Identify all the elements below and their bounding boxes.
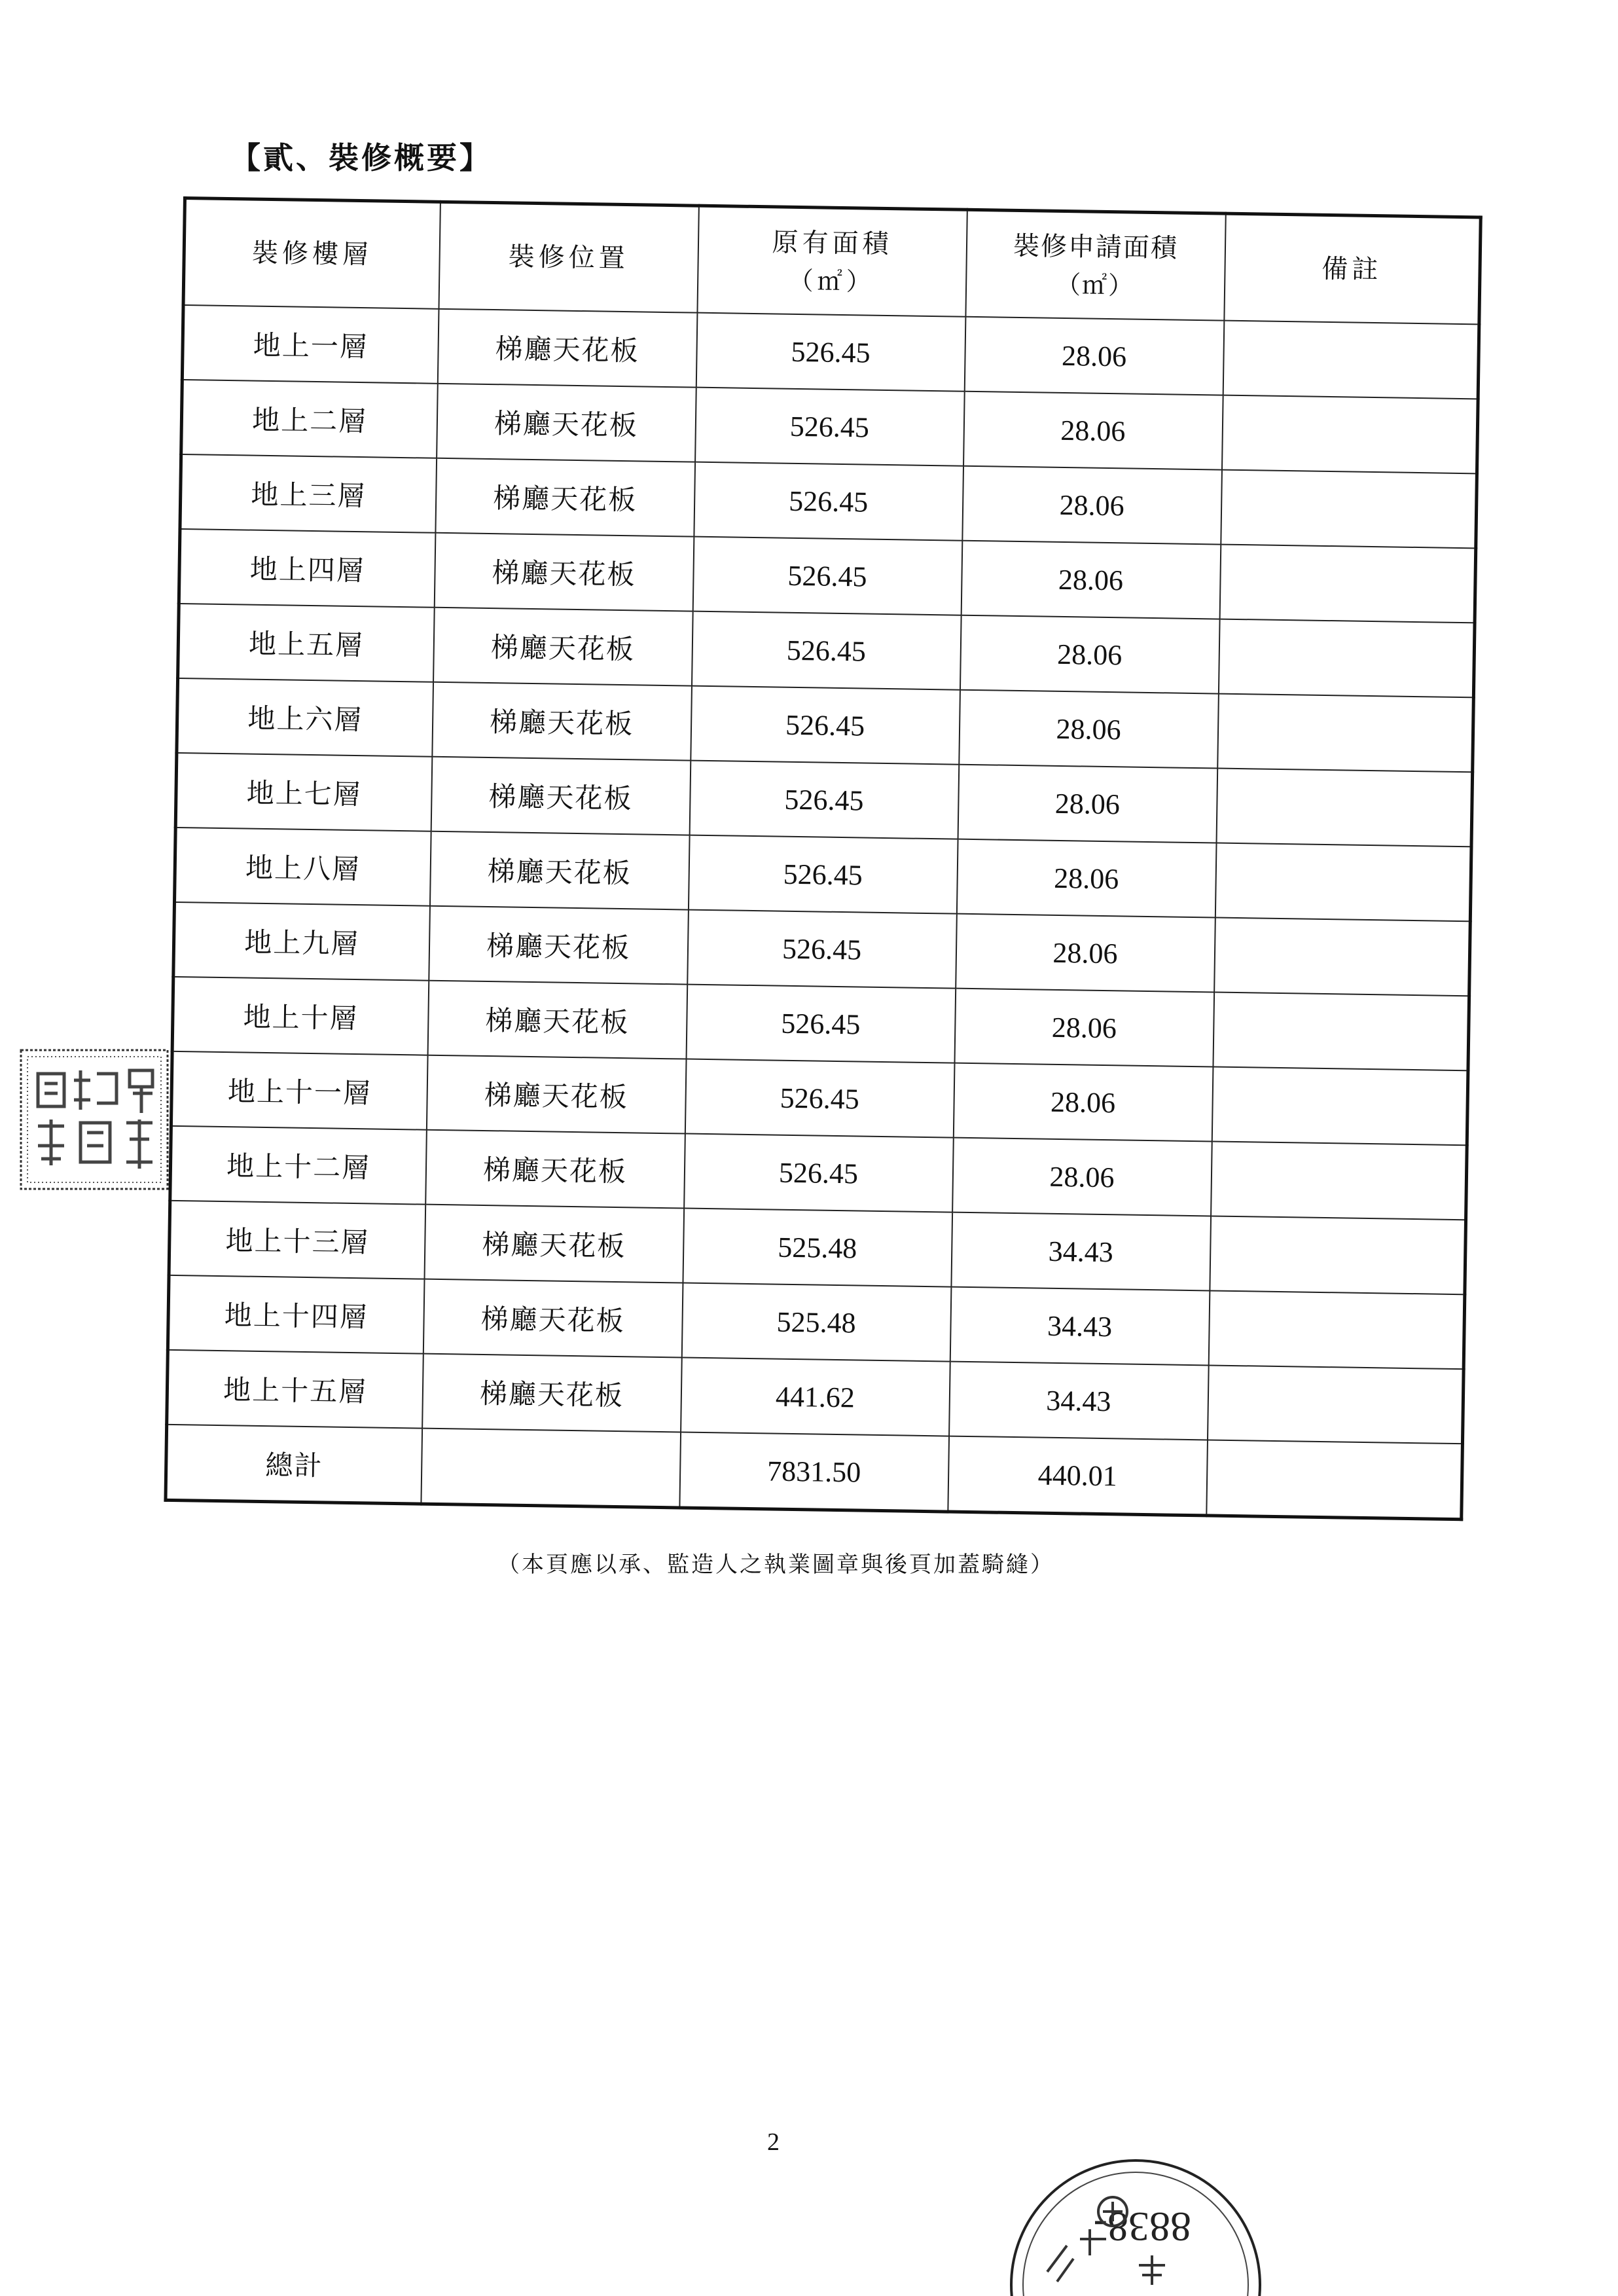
position-cell: 梯廳天花板 [435,458,695,537]
position-cell: 梯廳天花板 [433,608,693,686]
floor-cell: 地上三層 [180,454,437,533]
remark-cell [1221,395,1478,474]
header-position: 裝修位置 [439,202,698,312]
remark-cell [1210,1216,1466,1294]
original-area-cell: 526.45 [686,985,956,1063]
header-original-area [697,206,967,317]
remark-cell [1214,918,1471,996]
floor-cell: 地上十一層 [171,1051,427,1130]
original-area-cell: 526.45 [685,1059,954,1138]
renovation-summary-table [164,196,1482,1521]
floor-cell: 地上九層 [173,902,430,981]
floor-cell: 地上十四層 [168,1275,424,1354]
applied-area-cell: 28.06 [961,541,1221,619]
original-area-cell: 526.45 [689,761,959,839]
table-body [166,305,1479,1520]
original-area-cell: 525.48 [683,1209,952,1287]
remark-cell [1217,694,1474,773]
remark-cell [1207,1365,1464,1444]
original-area-cell: 526.45 [692,537,962,615]
header-original-area-unit: （㎡） [788,266,876,297]
seal-bottom-text: 8838- [1093,2204,1191,2250]
remark-cell [1208,1290,1465,1369]
original-area-cell: 526.45 [684,1134,954,1212]
position-cell: 梯廳天花板 [429,831,689,910]
original-area-cell: 526.45 [695,388,965,466]
table-header-row [183,198,1481,325]
applied-area-cell: 28.06 [964,317,1224,395]
original-area-cell: 526.45 [687,910,957,989]
applied-area-cell: 34.43 [950,1287,1210,1366]
position-cell [421,1429,681,1508]
remark-cell [1215,843,1471,922]
applied-area-cell: 28.06 [952,1138,1212,1216]
position-cell: 梯廳天花板 [423,1279,683,1358]
position-cell: 梯廳天花板 [425,1130,685,1209]
applied-area-cell: 28.06 [953,1063,1213,1142]
remark-cell [1206,1440,1463,1519]
position-cell: 梯廳天花板 [427,981,687,1059]
page-number: 2 [767,2128,780,2156]
applied-area-cell: 28.06 [954,989,1214,1067]
floor-cell: 地上六層 [177,678,433,757]
footnote: （本頁應以承、監造人之執業圖章與後頁加蓋騎縫） [497,1552,1054,1578]
total-label-cell: 總計 [166,1425,422,1504]
header-applied-area-label: 裝修申請面積 [1013,230,1179,264]
remark-cell [1213,992,1469,1070]
applied-area-cell: 28.06 [959,690,1219,769]
applied-area-cell: 28.06 [962,466,1222,545]
position-cell: 梯廳天花板 [437,384,696,462]
header-remarks: 備註 [1224,213,1481,324]
floor-cell: 地上十層 [172,977,429,1055]
seal-stamp-bottom [995,2141,1270,2296]
position-cell: 梯廳天花板 [431,757,691,835]
original-area-cell: 526.45 [691,611,961,690]
applied-area-cell: 34.43 [949,1362,1209,1440]
section-title: 【貳、裝修概要】 [230,140,492,175]
original-area-cell: 526.45 [691,686,960,765]
floor-cell: 地上七層 [175,753,432,831]
seal-stamp-left [18,1048,170,1192]
applied-area-cell: 28.06 [956,839,1216,918]
floor-cell: 地上一層 [182,305,439,384]
remark-cell [1218,619,1475,698]
original-area-cell: 525.48 [681,1283,951,1362]
position-cell: 梯廳天花板 [424,1205,684,1283]
applied-area-cell: 28.06 [960,615,1219,694]
header-applied-area-unit: （㎡） [1055,270,1135,301]
remark-cell [1211,1141,1467,1220]
floor-cell: 地上十三層 [169,1201,425,1279]
original-area-cell: 526.45 [696,313,965,392]
remark-cell [1219,545,1476,623]
applied-area-cell: 440.01 [948,1436,1208,1516]
original-area-cell: 7831.50 [679,1432,949,1512]
position-cell: 梯廳天花板 [437,309,697,388]
original-area-cell: 526.45 [688,835,958,914]
header-original-area-label: 原有面積 [772,227,893,259]
floor-cell: 地上四層 [179,529,435,608]
position-cell: 梯廳天花板 [429,906,689,985]
remark-cell [1223,321,1479,399]
position-cell: 梯廳天花板 [432,682,692,761]
floor-cell: 地上八層 [175,828,431,906]
original-area-cell: 526.45 [694,462,963,541]
position-cell: 梯廳天花板 [434,533,694,611]
applied-area-cell: 28.06 [956,914,1215,993]
applied-area-cell: 34.43 [951,1212,1211,1291]
floor-cell: 地上二層 [181,380,438,458]
position-cell: 梯廳天花板 [422,1354,682,1432]
applied-area-cell: 28.06 [963,392,1223,470]
position-cell: 梯廳天花板 [426,1055,686,1134]
header-floor: 裝修樓層 [183,198,440,309]
header-applied-area [965,210,1225,320]
remark-cell [1216,769,1473,847]
renovation-summary-table-wrap [164,196,1479,1521]
floor-cell: 地上五層 [178,604,435,682]
original-area-cell: 441.62 [681,1357,950,1436]
floor-cell: 地上十二層 [170,1126,427,1205]
floor-cell: 地上十五層 [167,1350,423,1429]
remark-cell [1221,470,1477,549]
remark-cell [1212,1066,1468,1145]
applied-area-cell: 28.06 [958,765,1217,843]
